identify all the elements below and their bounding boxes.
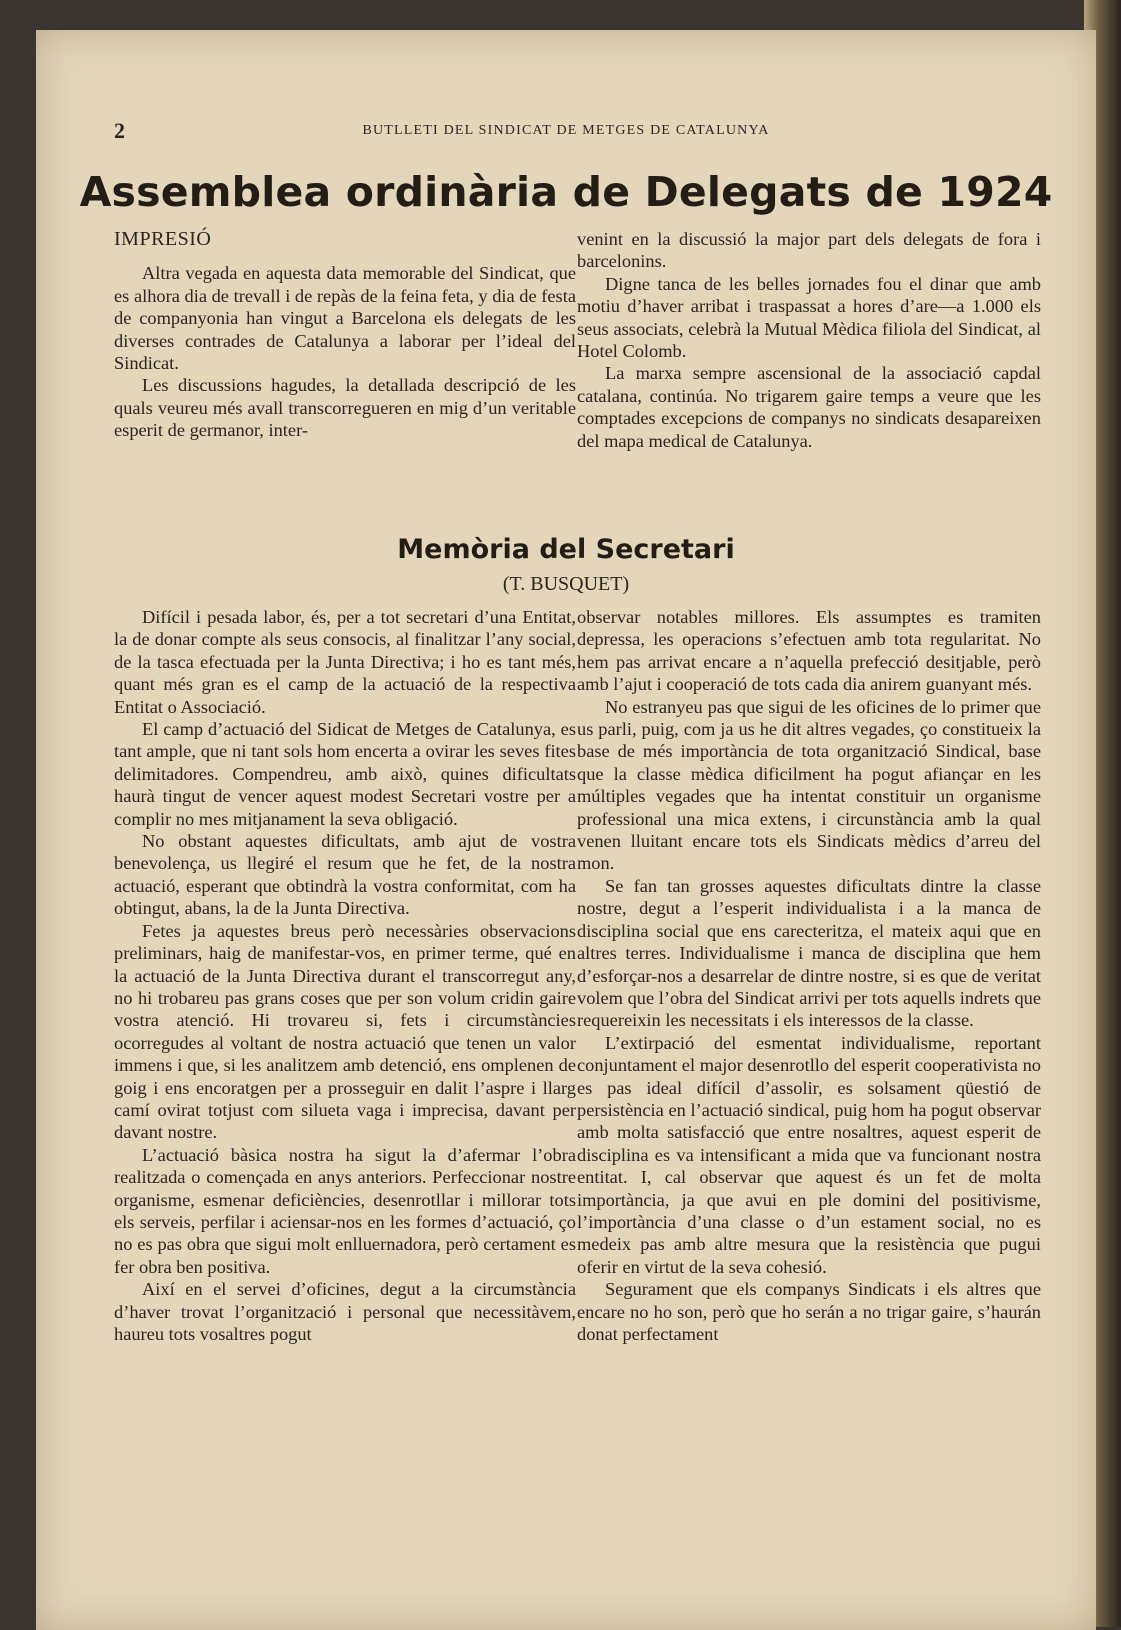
paragraph: Digne tanca de les belles jornades fou el dinar que amb motiu d’haver arribat i traspassat a hores d’are—a 1.000 els seus associats, celebrà la Mutual Mèdica filiola del Sindicat, al Hotel Colomb. <box>577 273 1041 362</box>
running-header: BUTLLETI DEL SINDICAT DE METGES DE CATALUNYA <box>362 123 770 138</box>
page-number: 2 <box>114 118 125 143</box>
paragraph: Difícil i pesada labor, és, per a tot secretari d’una Entitat, la de donar compte als seus consocis, al finalitzar l’any social, de la tasca efectuada per la Junta Directiva; i ho es tant més, quant més gran es el camp de la actuació de la respectiva Entitat o Associació. <box>114 607 576 717</box>
article-title: Assemblea ordinària de Delegats de 1924 <box>79 168 1053 216</box>
paragraph: L’actuació bàsica nostra ha sigut la d’afermar l’obra realitzada o començada en anys anteriors. Perfeccionar nostre organisme, esmenar deficiències, desenrotllar i millorar tots els serveis, perfilar i aciensar-nos en les formes d’actuació, ço no es pas obra que sigui molt enlluernadora, però certament es fer obra ben positiva. <box>114 1144 576 1277</box>
paragraph: Segurament que els companys Sindicats i els altres que encare no ho son, però que ho serán a no trigar gaire, s’haurán donat perfectament <box>577 1279 1041 1344</box>
paragraph: L’extirpació del esmentat individualisme, reportant conjuntament el major desenrotllo del esperit cooperativista no es pas ideal difícil d’assolir, es solsament qüestió de persistència en l’actuació sindical, puig hom ha pogut observar amb molta satisfacció que entre nosaltres, aquest esperit de disciplina es va intensificant a mida que va funcionant nostra entitat. I, cal observar que aquest és un fet de molta importància, ja que avui en ple domini del positivisme, l’importància d’una classe o d’un estament social, no es medeix pas amb altre mesura que la resistència que pugui oferir en virtut de la seva cohesió. <box>577 1032 1041 1277</box>
section-title: Memòria del Secretari <box>397 534 735 565</box>
paragraph: venint en la discussió la major part dels delegats de fora i barcelonins. <box>577 229 1041 272</box>
paragraph: No estranyeu pas que sigui de les oficines de lo primer que us parli, puig, com ja us he dit altres vegades, ço constitueix la base de més importància de tota organització Sindical, base que la classe mèdica dificilment ha pogut afiançar en les múltiples vegades que ha intentat constituir un organisme professional una mica extens, i circunstància amb la qual venen lluitant encare tots els Sindicats mèdics d’arreu del mon. <box>577 696 1041 874</box>
paragraph: Altra vegada en aquesta data memorable del Sindicat, que es alhora dia de trevall i de repàs de la feina feta, y dia de festa de companyonia han vingut a Barcelona els delegats de les diverses contrades de Catalunya a laborar per l’ideal del Sindicat. <box>114 263 576 374</box>
article2-right-column <box>577 606 1041 1345</box>
article1-right-column <box>577 228 1041 452</box>
paragraph: Les discussions hagudes, la detallada descripció de les quals veureu més avall transcorregueren en mig d’un veritable esperit de germanor, inter- <box>114 375 576 441</box>
paragraph: No obstant aquestes dificultats, amb ajut de vostra benevolença, us llegiré el resum que he fet, de la nostra actuació, esperant que obtindrà la vostra conformitat, com ha obtingut, abans, la de la Junta Directiva. <box>114 831 576 919</box>
paragraph: El camp d’actuació del Sidicat de Metges de Catalunya, es tant ample, que ni tant sols hom encerta a ovirar les seves fites delimitadores. Compendreu, amb això, quines dificultats haurà tingut de vencer aquest modest Secretari vostre per a complir no mes mitjanament la seva obligació. <box>114 719 576 829</box>
paragraph: Així en el servei d’oficines, degut a la circumstància d’haver trovat l’organització i personal que necessitàvem, haureu tots vosaltres pogut <box>114 1279 576 1344</box>
paragraph: Se fan tan grosses aquestes dificultats dintre la classe nostre, degut a l’esperit individualista i a la manca de disciplina social que ens carecteritza, el mateix aqui que en altres terres. Individualisme i manca de disciplina que hem d’esforçar-nos a desarrelar de dintre nostre, si es que de veritat volem que l’obra del Sindicat arrivi per tots aquells indrets que requereixin les necessitats i els interessos de la classe. <box>577 875 1041 1031</box>
article1-left-column <box>114 228 576 442</box>
paragraph: La marxa sempre ascensional de la associació capdal catalana, continúa. No trigarem gaire temps a veure que les comptades excepcions de companys no sindicats desapareixen del mapa medical de Catalunya. <box>577 363 1041 451</box>
author-byline: (T. BUSQUET) <box>502 573 630 595</box>
section-label: IMPRESIÓ <box>114 228 212 250</box>
paragraph: Fetes ja aquestes breus però necessàries observacions preliminars, haig de manifestar-vos, en primer terme, qué en la actuació de la Junta Directiva durant el transcorregut any, no hi trobareu pas grans coses que per son volum cridin gaire vostra atenció. Hi trovareu si, fets i circumstàncies ocorregudes al voltant de nostra actuació que tenen un valor immens i que, si les analitzem amb detenció, ens omplenen de goig i ens encoratgen per a prosseguir en dalit l’aspre i llarg camí ovirat totjust com silueta vaga i imprecisa, davant per davant nostre. <box>114 920 576 1143</box>
journal-page <box>36 30 1096 1630</box>
article2-left-column <box>114 606 576 1345</box>
paragraph: observar notables millores. Els assumptes es tramiten depressa, les operacions s’efectuen amb tota regularitat. No hem pas arrivat encare a n’aquella prefecció desitjable, però amb l’ajut i cooperació de tots cada dia anirem guanyant més. <box>577 607 1041 695</box>
